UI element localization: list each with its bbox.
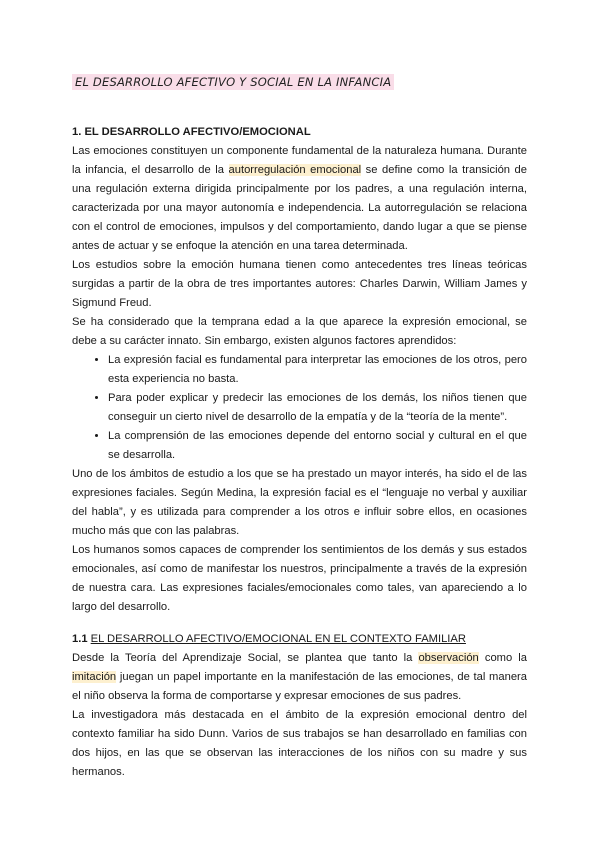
section-1-1-paragraph-2: La investigadora más destacada en el ámbito de la expresión emocional dentro del contexto familiar ha sido Dunn. Varios de sus trabajos se han desarrollado en familias con dos hijos, en las que se observan las interacciones de los niños con su madre y sus hermanos. [72, 709, 527, 778]
section-1-paragraph-1 [72, 142, 527, 256]
heading-text: EL DESARROLLO AFECTIVO/EMOCIONAL EN EL CONTEXTO FAMILIAR [90, 633, 466, 645]
document-body [72, 123, 527, 782]
highlight-imitacion: imitación [72, 671, 117, 683]
title-wrap [72, 73, 394, 91]
text-run: Desde la Teoría del Aprendizaje Social, se plantea que tanto la [72, 652, 419, 664]
section-1-1-heading [72, 630, 527, 649]
highlight-autorregulacion: autorregulación emocional [228, 164, 362, 176]
text-run: como la [478, 652, 527, 664]
section-1-paragraph-2: Los estudios sobre la emoción humana tienen como antecedentes tres líneas teóricas surgidas a partir de la obra de tres importantes autores: Charles Darwin, William James y Sigmund Freud. [72, 259, 527, 309]
document-title: EL DESARROLLO AFECTIVO Y SOCIAL EN LA INFANCIA [72, 74, 394, 90]
section-1-1-paragraph-1 [72, 649, 527, 706]
text-run: juegan un papel importante en la manifestación de las emociones, de tal manera el niño observa la forma de comportarse y expresar emociones de sus padres. [72, 671, 527, 702]
highlight-observacion: observación [418, 652, 479, 664]
factors-list [72, 351, 527, 465]
section-1-paragraph-3: Se ha considerado que la temprana edad a la que aparece la expresión emocional, se debe a su carácter innato. Sin embargo, existen algunos factores aprendidos: [72, 316, 527, 347]
list-item: • Para poder explicar y predecir las emociones de los demás, los niños tienen que conseguir un cierto nivel de desarrollo de la empatía y de la “teoría de la mente”. [108, 389, 527, 427]
list-item: • La comprensión de las emociones depende del entorno social y cultural en el que se desarrolla. [108, 427, 527, 465]
spacer [72, 617, 527, 630]
heading-number: 1.1 [72, 633, 88, 645]
section-1-paragraph-5: Los humanos somos capaces de comprender los sentimientos de los demás y sus estados emocionales, así como de manifestar los nuestros, principalmente a través de la expresión de nuestra cara. Las expresiones faciales/emocionales como tales, van apareciendo a lo largo del desarrollo. [72, 544, 527, 613]
list-item: • La expresión facial es fundamental para interpretar las emociones de los otros, pero esta experiencia no basta. [108, 351, 527, 389]
section-1-paragraph-4: Uno de los ámbitos de estudio a los que se ha prestado un mayor interés, ha sido el de las expresiones faciales. Según Medina, la expresión facial es el “lenguaje no verbal y auxiliar del habla”, y es utilizada para comprender a los otros e influir sobre ellos, en ocasiones mucho más que con las palabras. [72, 468, 527, 537]
text-run: se define como la transición de una regulación externa dirigida principalmente por los padres, a una regulación interna, caracterizada por una mayor autonomía e independencia. La autorregulación se relaciona con el control de emociones, impulsos y del comportamiento, dando lugar a que se piense antes de actuar y se enfoque la atención en una tarea determinada. [72, 164, 527, 252]
section-1-heading: 1. EL DESARROLLO AFECTIVO/EMOCIONAL [72, 126, 311, 138]
text-run: Las emociones constituyen un componente fundamental de la naturaleza humana. Durante la infancia, el desarrollo de la [72, 145, 527, 176]
